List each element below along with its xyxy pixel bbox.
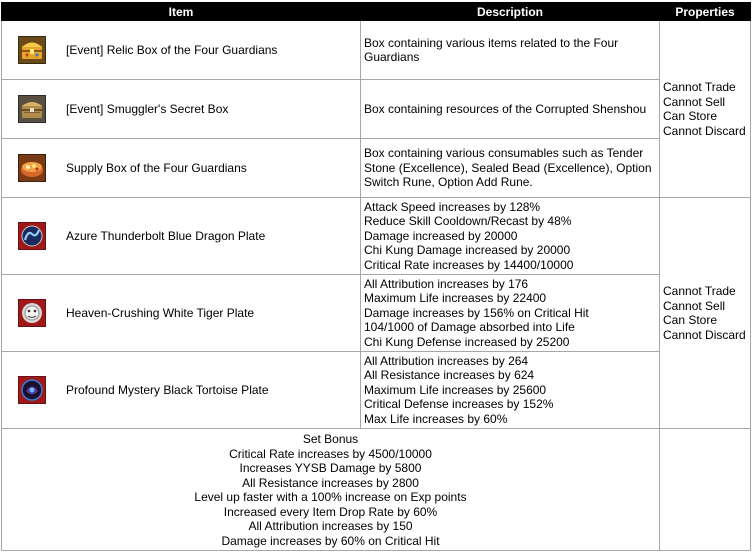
set-bonus-title: Set Bonus [302,432,359,446]
item-name: Profound Mystery Black Tortoise Plate [66,383,269,397]
description-line: All Attribution increases by 176 [364,276,529,291]
smuggler-chest-icon [18,95,46,123]
set-bonus-line: All Resistance increases by 2800 [242,475,419,490]
property-line: Cannot Discard [663,327,746,342]
table-row [2,198,751,275]
description-line: Chi Kung Defense increased by 25200 [364,334,570,349]
description-line: Maximum Life increases by 25600 [364,382,547,397]
item-name: [Event] Smuggler's Secret Box [66,102,229,116]
description-line: All Resistance increases by 624 [364,368,535,383]
description-line: 104/1000 of Damage absorbed into Life [364,320,575,335]
item-name: Supply Box of the Four Guardians [66,161,247,175]
description-line: Damage increases by 156% on Critical Hit [364,305,589,320]
description-line: Attack Speed increases by 128% [364,199,541,214]
item-cell [2,139,361,198]
table-header-row [2,3,751,21]
description-line: Box containing various consumables such as Tender Stone (Excellence), Sealed Bead (Excellence), Option Switch Rune, Option Add Rune. [364,146,652,190]
description-line: Max Life increases by 60% [364,411,508,426]
set-bonus-line: Increases YYSB Damage by 5800 [239,461,422,475]
property-line: Cannot Discard [663,123,746,138]
table-row [2,80,751,139]
table-row [2,21,751,80]
description-line: Box containing resources of the Corrupted Shenshou [364,101,647,116]
supply-box-icon [18,154,46,182]
property-line: Cannot Sell [663,94,726,109]
relic-chest-icon [18,36,46,64]
item-description [361,275,660,352]
set-bonus-line: Level up faster with a 100% increase on Exp points [194,490,467,504]
description-line: Box containing various items related to the Four Guardians [364,35,619,64]
item-cell [2,21,361,80]
description-line: Critical Defense increases by 152% [364,397,554,412]
description-line: Maximum Life increases by 22400 [364,291,547,306]
set-bonus-line: Increased every Item Drop Rate by 60% [223,504,438,519]
property-line: Cannot Trade [663,80,736,94]
property-line: Can Store [663,313,718,327]
set-bonus-line: All Attribution increases by 150 [248,519,413,533]
set-bonus-row [2,429,751,551]
items-table [1,2,751,551]
item-cell [2,352,361,429]
property-line: Cannot Trade [663,284,736,298]
property-line: Cannot Sell [663,298,726,313]
table-row [2,352,751,429]
properties-cell [660,198,751,429]
description-line: All Attribution increases by 264 [364,353,529,368]
table-row [2,139,751,198]
item-description [361,352,660,429]
item-cell [2,80,361,139]
set-bonus-cell [2,429,660,551]
set-bonus-empty-cell [660,429,751,551]
item-cell [2,275,361,352]
item-name: [Event] Relic Box of the Four Guardians [66,43,278,57]
properties-cell [660,21,751,198]
item-cell [2,198,361,275]
item-name: Heaven-Crushing White Tiger Plate [66,306,255,320]
description-line: Damage increased by 20000 [364,228,518,243]
description-line: Reduce Skill Cooldown/Recast by 48% [364,214,572,229]
set-bonus-line: Critical Rate increases by 4500/10000 [229,446,432,461]
header-properties: Properties [660,3,751,21]
item-description [361,139,660,198]
header-description: Description [361,3,660,21]
item-description [361,21,660,80]
header-item: Item [2,3,361,21]
description-line: Critical Rate increases by 14400/10000 [364,257,574,272]
description-line: Chi Kung Damage increased by 20000 [364,243,571,258]
table-row [2,275,751,352]
item-description [361,80,660,139]
black-tortoise-plate-icon [18,376,46,404]
item-description [361,198,660,275]
property-line: Can Store [663,109,718,123]
blue-dragon-plate-icon [18,222,46,250]
white-tiger-plate-icon [18,299,46,327]
item-name: Azure Thunderbolt Blue Dragon Plate [66,229,266,243]
set-bonus-line: Damage increases by 60% on Critical Hit [221,533,440,548]
